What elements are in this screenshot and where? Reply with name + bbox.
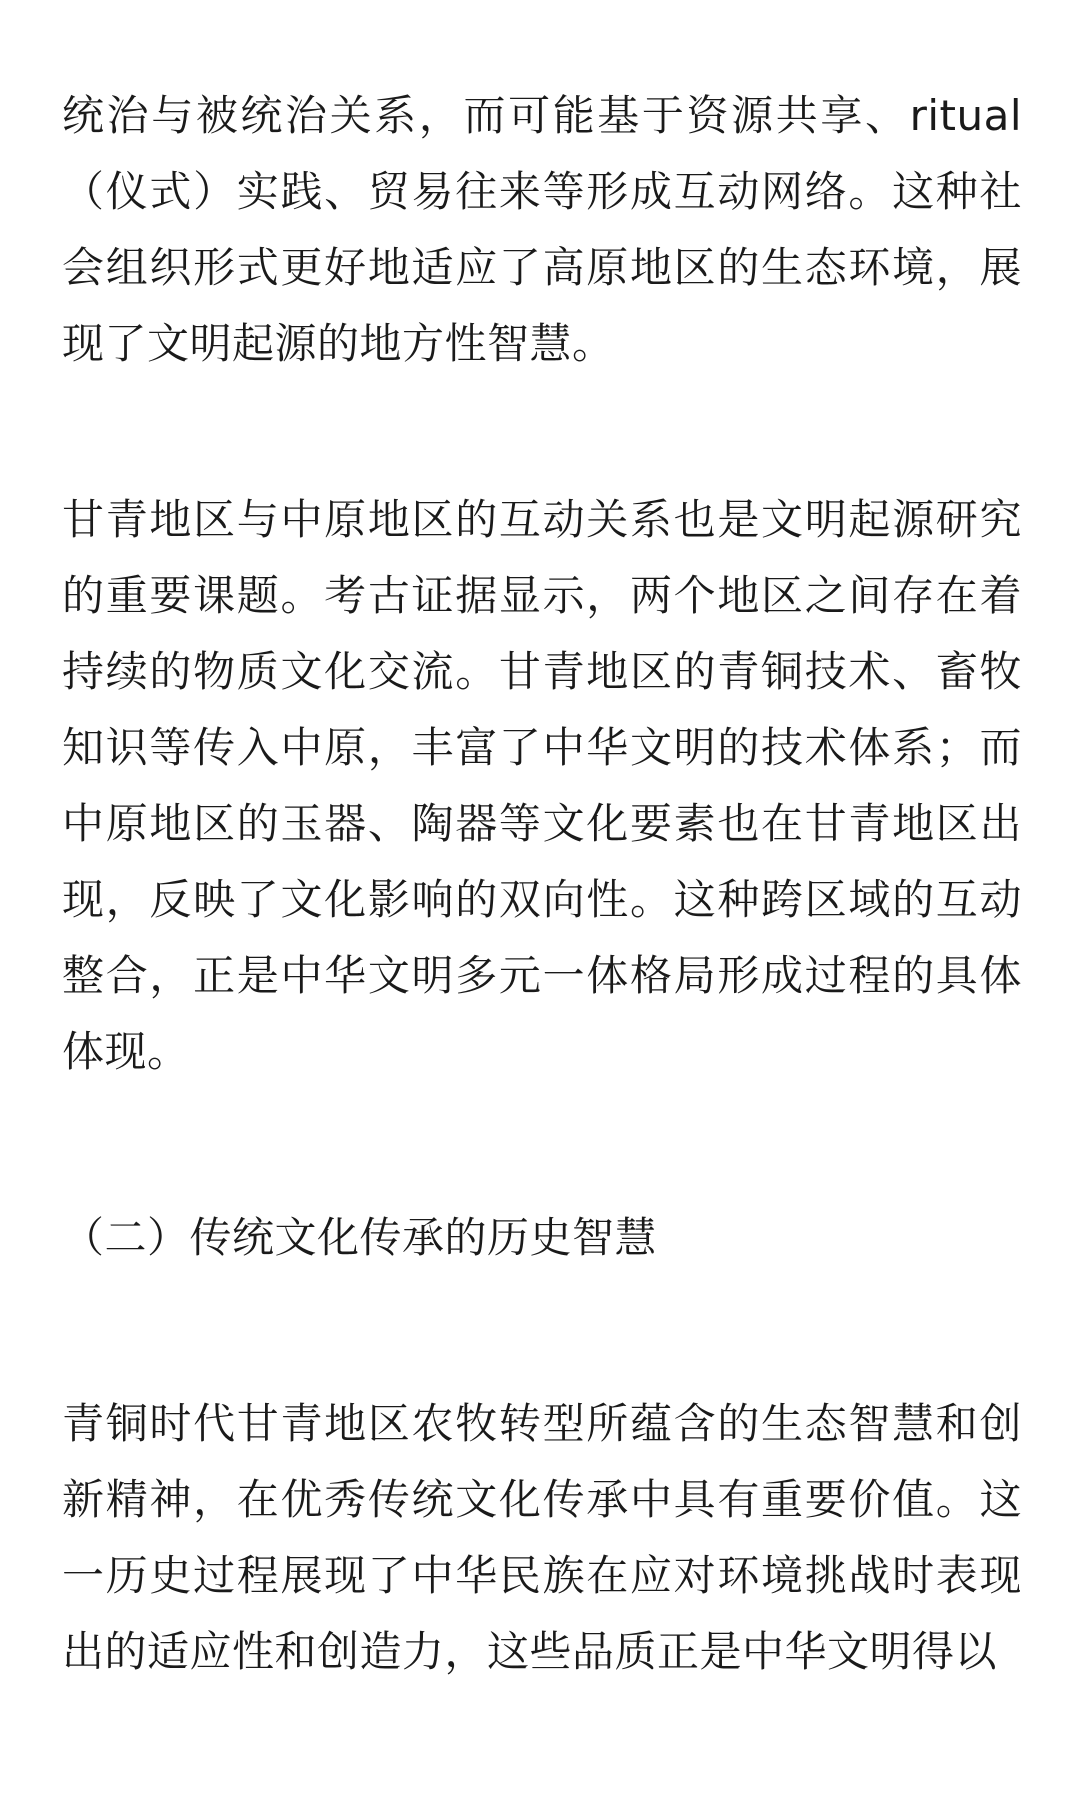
article-body	[62, 78, 1022, 1690]
paragraph-social-organization: 统治与被统治关系，而可能基于资源共享、ritual（仪式）实践、贸易往来等形成互动网络。这种社会组织形式更好地适应了高原地区的生态环境，展现了文明起源的地方性智慧。	[62, 91, 1022, 368]
paragraph-cultural-heritage: 青铜时代甘青地区农牧转型所蕴含的生态智慧和创新精神，在优秀传统文化传承中具有重要价值。这一历史过程展现了中华民族在应对环境挑战时表现出的适应性和创造力，这些品质正是中华文明得以	[62, 1399, 1022, 1676]
paragraph-regional-interaction: 甘青地区与中原地区的互动关系也是文明起源研究的重要课题。考古证据显示，两个地区之间存在着持续的物质文化交流。甘青地区的青铜技术、畜牧知识等传入中原，丰富了中华文明的技术体系；而中原地区的玉器、陶器等文化要素也在甘青地区出现，反映了文化影响的双向性。这种跨区域的互动整合，正是中华文明多元一体格局形成过程的具体体现。	[62, 495, 1022, 1076]
section-heading: （二）传统文化传承的历史智慧	[62, 1213, 658, 1262]
